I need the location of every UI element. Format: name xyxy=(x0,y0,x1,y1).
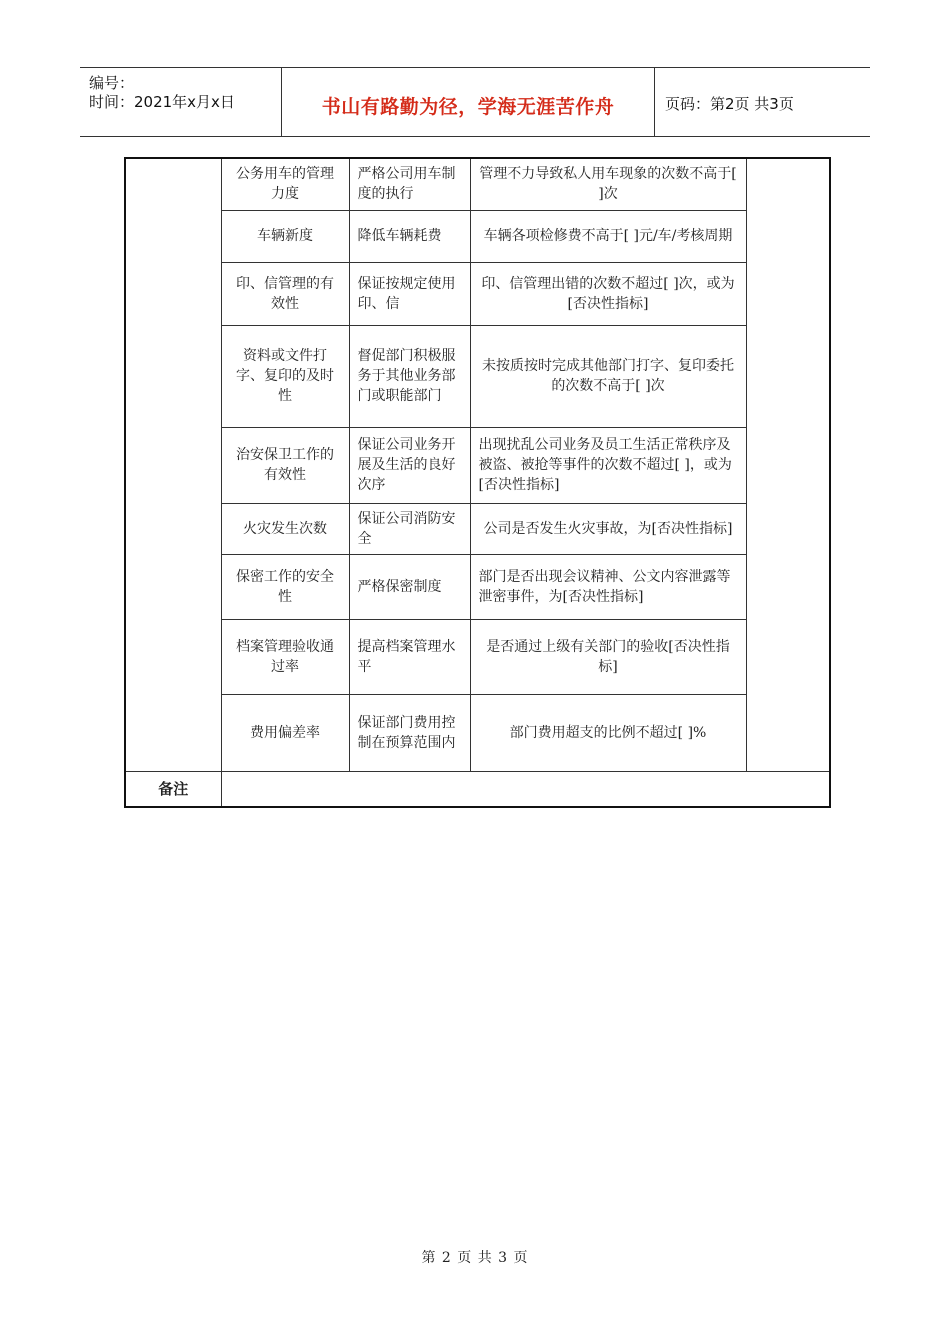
table-row xyxy=(125,554,830,619)
note-label: 备注 xyxy=(125,771,221,807)
kpi-item: 火灾发生次数 xyxy=(221,503,349,554)
category-cell xyxy=(125,158,221,771)
kpi-item: 印、信管理的有效性 xyxy=(221,262,349,325)
note-value xyxy=(221,771,830,807)
kpi-item: 公务用车的管理力度 xyxy=(221,158,349,210)
kpi-goal: 严格公司用车制度的执行 xyxy=(349,158,470,210)
page-header xyxy=(80,67,870,137)
table-row xyxy=(125,210,830,262)
kpi-item: 治安保卫工作的有效性 xyxy=(221,427,349,503)
kpi-standard: 印、信管理出错的次数不超过[ ]次，或为[否决性指标] xyxy=(470,262,746,325)
kpi-table xyxy=(124,157,831,808)
header-page-cell xyxy=(655,68,870,136)
table-row xyxy=(125,262,830,325)
kpi-standard: 是否通过上级有关部门的验收[否决性指标] xyxy=(470,619,746,694)
kpi-standard: 未按质按时完成其他部门打字、复印委托的次数不高于[ ]次 xyxy=(470,325,746,427)
kpi-item: 保密工作的安全性 xyxy=(221,554,349,619)
kpi-goal: 督促部门积极服务于其他业务部门或职能部门 xyxy=(349,325,470,427)
kpi-standard: 车辆各项检修费不高于[ ]元/车/考核周期 xyxy=(470,210,746,262)
table-row xyxy=(125,427,830,503)
kpi-goal: 降低车辆耗费 xyxy=(349,210,470,262)
header-page-number: 页码：第2页 共3页 xyxy=(665,95,794,113)
document-time-label: 时间：2021年x月x日 xyxy=(89,93,235,111)
header-motto-cell xyxy=(282,68,655,136)
kpi-item: 档案管理验收通过率 xyxy=(221,619,349,694)
table-row xyxy=(125,619,830,694)
document-number-label: 编号： xyxy=(89,74,135,92)
weight-cell xyxy=(746,158,830,771)
kpi-goal: 保证公司消防安全 xyxy=(349,503,470,554)
kpi-goal: 保证公司业务开展及生活的良好次序 xyxy=(349,427,470,503)
kpi-standard: 管理不力导致私人用车现象的次数不高于[ ]次 xyxy=(470,158,746,210)
table-row xyxy=(125,158,830,210)
kpi-item: 车辆新度 xyxy=(221,210,349,262)
kpi-standard: 部门是否出现会议精神、公文内容泄露等泄密事件，为[否决性指标] xyxy=(470,554,746,619)
kpi-goal: 提高档案管理水平 xyxy=(349,619,470,694)
table-row xyxy=(125,325,830,427)
kpi-item: 费用偏差率 xyxy=(221,694,349,771)
kpi-item: 资料或文件打字、复印的及时性 xyxy=(221,325,349,427)
note-row xyxy=(125,771,830,807)
header-motto: 书山有路勤为径，学海无涯苦作舟 xyxy=(321,96,615,118)
kpi-goal: 保证部门费用控制在预算范围内 xyxy=(349,694,470,771)
kpi-standard: 公司是否发生火灾事故，为[否决性指标] xyxy=(470,503,746,554)
header-info-cell xyxy=(80,68,282,136)
kpi-standard: 出现扰乱公司业务及员工生活正常秩序及被盗、被抢等事件的次数不超过[ ]，或为[否决性指标] xyxy=(470,427,746,503)
page-footer: 第 2 页 共 3 页 xyxy=(421,1250,529,1266)
kpi-goal: 严格保密制度 xyxy=(349,554,470,619)
kpi-goal: 保证按规定使用印、信 xyxy=(349,262,470,325)
kpi-standard: 部门费用超支的比例不超过[ ]% xyxy=(470,694,746,771)
table-row xyxy=(125,503,830,554)
table-row xyxy=(125,694,830,771)
